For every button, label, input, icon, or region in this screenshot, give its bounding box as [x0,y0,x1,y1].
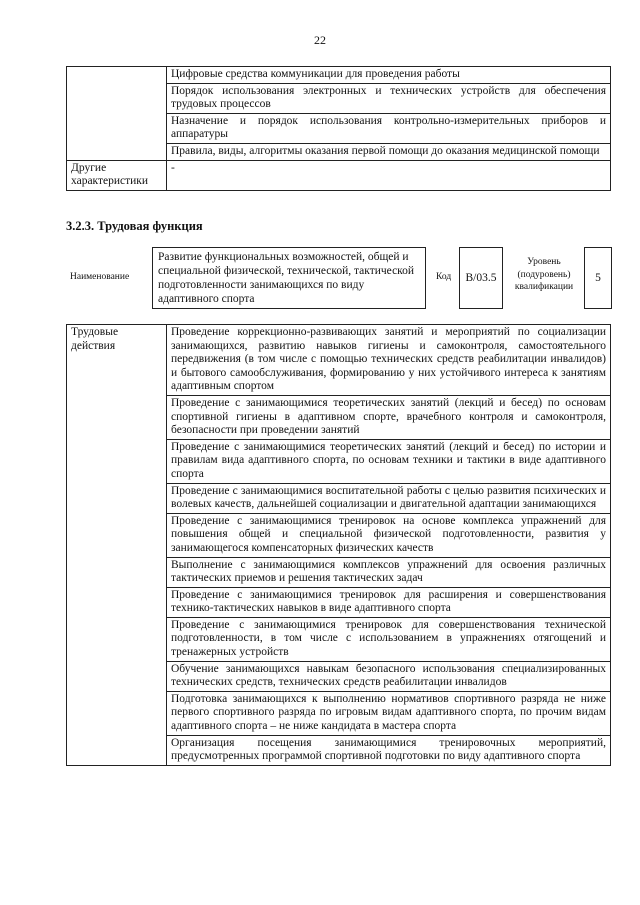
table-cell: Правила, виды, алгоритмы оказания первой помощи до оказания медицинской помощи [167,143,611,160]
other-characteristics-label: Другие характеристики [67,160,167,190]
section-heading: 3.2.3. Трудовая функция [66,219,203,233]
qualification-level-box: 5 [584,247,612,309]
other-characteristics-value: - [167,160,611,190]
table-row [67,67,611,84]
function-name-box: Развитие функциональных возможностей, общей и специальной физической, технической, тактической подготовленности занимающихся по виду адаптивного спорта [152,247,426,309]
table-row [67,325,611,396]
table-cell: Проведение с занимающимися воспитательной работы с целью развития психических и волевых качеств, дальнейшей социализации и двигательной адаптации занимающихся [167,483,611,513]
table-cell: Проведение с занимающимися тренировок для совершенствования технической подготовленности, в том числе с использованием в упражнениях отягощений и тренажерных устройств [167,617,611,661]
table-cell: Подготовка занимающихся к выполнению нормативов спортивного разряда не ниже первого спортивного разряда по игровым видам адаптивного спорта, по прочим видам адаптивного спорта – не ниже кандидата в мастера спорта [167,691,611,735]
table-cell: Проведение с занимающимися тренировок на основе комплекса упражнений для повышения общей и специальной физической подготовленности, развития у занимающегося компенсаторных физических качеств [167,513,611,557]
name-label: Наименование [70,272,130,282]
table-cell: Порядок использования электронных и технических устройств для обеспечения трудовых процессов [167,83,611,113]
labor-actions-table [66,324,611,766]
table-cell: Проведение с занимающимися теоретических занятий (лекций и бесед) по основам спортивной гигиены в адаптивном спорте, врачебного контроля и самоконтроля, безопасности при проведении занятий [167,395,611,439]
knowledge-table [66,66,611,191]
code-label: Код [436,272,452,282]
code-value-box: B/03.5 [459,247,503,309]
table-cell: Выполнение с занимающимися комплексов упражнений для освоения различных тактических приемов и решения тактических задач [167,557,611,587]
table-cell: Цифровые средства коммуникации для проведения работы [167,67,611,84]
table-cell: Назначение и порядок использования контрольно-измерительных приборов и аппаратуры [167,113,611,143]
table-cell: Проведение с занимающимися теоретических занятий (лекций и бесед) по истории и правилам вида адаптивного спорта, по основам техники и тактики в виде адаптивного спорта [167,439,611,483]
labor-actions-label: Трудовые действия [67,325,167,766]
table-cell: Обучение занимающихся навыкам безопасного использования специализированных технических средств, технических средств реабилитации инвалидов [167,661,611,691]
page-number: 22 [314,33,326,47]
table-row [67,160,611,190]
table-cell: Проведение с занимающимися тренировок для расширения и совершенствования технико-тактических навыков в виде адаптивного спорта [167,587,611,617]
qualification-level-label: Уровень (подуровень) квалификации [514,257,574,292]
table-cell-empty [67,67,167,161]
table-cell: Организация посещения занимающимися тренировочных мероприятий, предусмотренных программой спортивной подготовки по виду адаптивного спорта [167,735,611,765]
table-cell: Проведение коррекционно-развивающих занятий и мероприятий по социализации занимающихся, развитию навыков гигиены и самоконтроля, самостоятельного передвижения (в том числе с помощью технических средств реабилитации инвалидов) и бытового самообслуживания, формированию у них устойчивого интереса к занятиям адаптивным спортом [167,325,611,396]
